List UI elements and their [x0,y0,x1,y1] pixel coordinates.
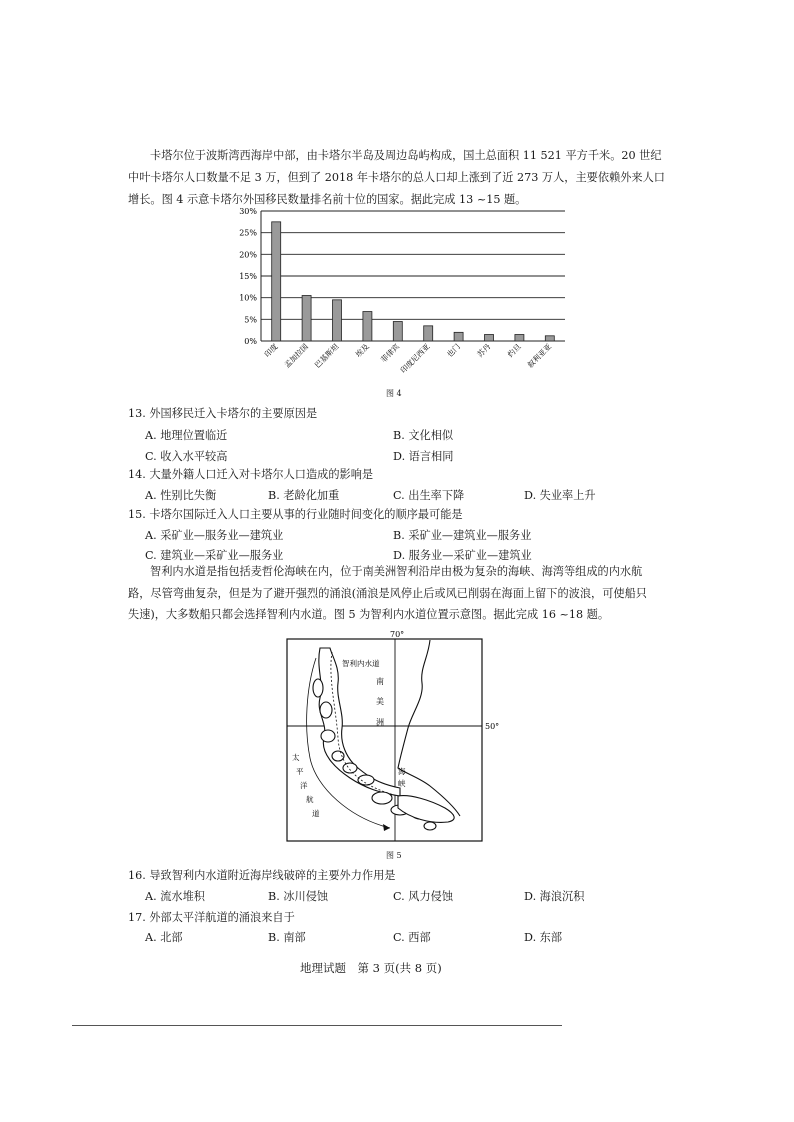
intro-line-1: 卡塔尔位于波斯湾西海岸中部，由卡塔尔半岛及周边岛屿构成，国土总面积 11 521 平方千米。20 世纪 [150,149,662,162]
chart-bar [454,332,463,341]
chart-y-tick-label: 0% [244,337,257,346]
bottom-rule [72,1025,562,1026]
figure-5-caption: 图 5 [386,851,402,860]
question-14-stem: 14. 大量外籍人口迁入对卡塔尔人口造成的影响是 [128,468,374,481]
q13-option-a: A. 地理位置临近 [145,429,228,442]
figure-5-map [280,628,500,848]
q17-option-a: A. 北部 [145,931,183,944]
q16-option-d: D. 海浪沉积 [524,890,585,903]
chart-x-tick-label: 印度 [262,342,280,360]
chart-y-tick-label: 25% [239,228,257,238]
chart-bar [272,222,281,341]
continent-label-2: 美 [376,697,384,706]
chart-bar [485,335,494,342]
q17-option-c: C. 西部 [393,931,431,944]
q15-option-d: D. 服务业—采矿业—建筑业 [393,549,532,562]
question-13-stem: 13. 外国移民迁入卡塔尔的主要原因是 [128,407,318,420]
q15-option-b: B. 采矿业—建筑业—服务业 [393,529,532,542]
chart-x-tick-label: 埃及 [353,342,371,360]
q13-option-c: C. 收入水平较高 [145,450,228,463]
intro-line-3: 增长。图 4 示意卡塔尔外国移民数量排名前十位的国家。据此完成 13 ~15 题。 [128,193,527,206]
page-footer: 地理试题 第 3 页(共 8 页) [300,961,442,975]
intro2-line-2: 路，尽管弯曲复杂，但是为了避开强烈的涌浪(涌浪是风停止后或风已削弱在海面上留下的波浪，可使船只 [128,587,647,600]
q16-option-a: A. 流水堆积 [145,890,205,903]
figure-4-chart [225,205,570,385]
chart-x-tick-label: 印度尼西亚 [398,342,432,375]
chart-x-tick-label: 菲律宾 [378,342,402,365]
q14-option-b: B. 老龄化加重 [268,489,340,502]
q15-option-a: A. 采矿业—服务业—建筑业 [145,529,284,542]
q14-option-a: A. 性别比失衡 [145,489,217,502]
chart-x-tick-label: 孟加拉国 [282,342,311,370]
q16-option-b: B. 冰川侵蚀 [268,890,329,903]
pacific-label-5: 道 [312,809,320,818]
continent-label-3: 洲 [376,718,384,727]
intro-line-2: 中叶卡塔尔人口数量不足 3 万，但到了 2018 年卡塔尔的总人口却上涨到了近 273 万人，主要依赖外来人口 [128,171,665,184]
q16-option-c: C. 风力侵蚀 [393,890,454,903]
chart-x-tick-label: 巴基斯坦 [312,342,341,370]
lat-label: 50° [485,722,500,731]
chart-y-tick-label: 5% [244,315,257,325]
question-16-stem: 16. 导致智利内水道附近海岸线破碎的主要外力作用是 [128,869,396,882]
chart-x-tick-label: 苏丹 [475,342,493,360]
q14-option-c: C. 出生率下降 [393,489,465,502]
chart-x-tick-label: 叙利亚亚 [525,342,554,370]
pacific-label-2: 平 [296,767,304,776]
pacific-label-3: 洋 [300,781,308,790]
chart-x-labels [262,341,554,375]
chart-y-ticks [239,207,257,346]
q17-option-d: D. 东部 [524,931,563,944]
intro2-line-3: 失速)，大多数船只都会选择智利内水道。图 5 为智利内水道位置示意图。据此完成 16 ~18 题。 [128,608,610,621]
chart-bar [302,296,311,342]
chart-x-tick-label: 也门 [445,342,463,360]
q13-option-d: D. 语言相同 [393,450,454,463]
chart-bar [515,335,524,342]
q13-option-b: B. 文化相似 [393,429,454,442]
intro2-line-1: 智利内水道是指包括麦哲伦海峡在内，位于南美洲智利沿岸由极为复杂的海峡、海湾等组成的内水航 [150,565,643,578]
strait-label-2: 峡 [398,779,406,788]
question-17-stem: 17. 外部太平洋航道的涌浪来自于 [128,911,295,924]
q14-option-d: D. 失业率上升 [524,489,596,502]
chart-bars [272,222,555,341]
q15-option-c: C. 建筑业—采矿业—服务业 [145,549,284,562]
chart-y-tick-label: 20% [239,250,257,260]
continent-label-1: 南 [376,677,384,686]
q17-option-b: B. 南部 [268,931,306,944]
chart-y-tick-label: 15% [239,272,257,281]
chart-bar [333,300,342,341]
chart-y-tick-label: 10% [239,293,257,303]
chart-bar [363,312,372,341]
pacific-label-4: 航 [306,795,314,804]
chart-bar [393,322,402,342]
chart-bar [545,336,554,341]
question-15-stem: 15. 卡塔尔国际迁入人口主要从事的行业随时间变化的顺序最可能是 [128,508,463,521]
chart-y-tick-label: 30% [239,207,257,216]
chart-x-tick-label: 约旦 [505,342,523,360]
strait-label-1: 海 [398,767,406,776]
chart-bar [424,326,433,341]
pacific-label-1: 太 [292,753,300,762]
figure-4-caption: 图 4 [386,389,402,398]
channel-label: 智利内水道 [342,659,380,668]
lon-label: 70° [390,630,405,639]
